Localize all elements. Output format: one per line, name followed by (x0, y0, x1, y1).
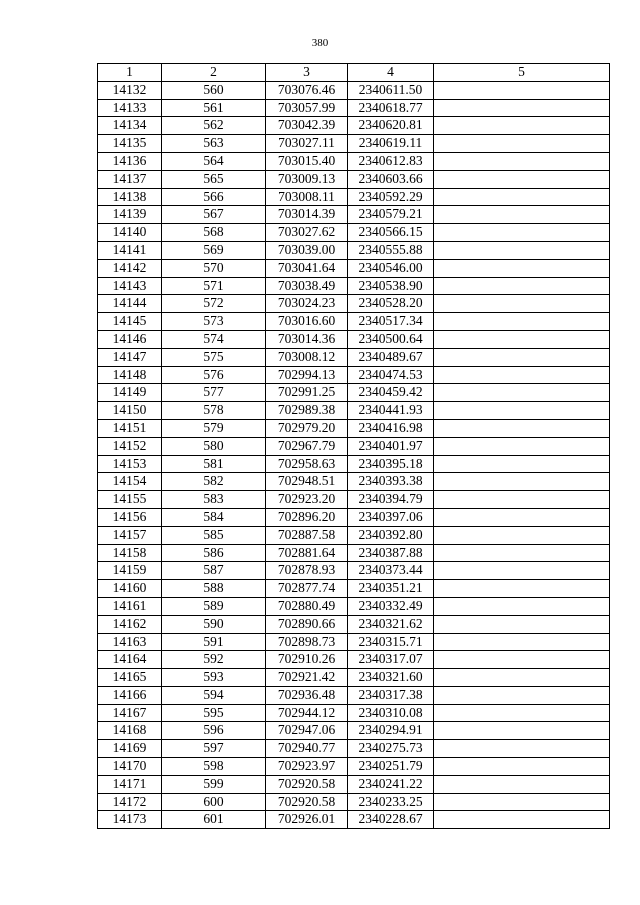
table-cell-point-number: 14160 (98, 580, 162, 598)
table-cell-vertex-number: 561 (162, 99, 266, 117)
table-cell-point-number: 14166 (98, 686, 162, 704)
table-cell-x-coordinate: 702890.66 (266, 615, 348, 633)
table-cell-note (434, 508, 610, 526)
table-cell-y-coordinate: 2340317.07 (348, 651, 434, 669)
table-cell-point-number: 14152 (98, 437, 162, 455)
table-row (98, 455, 610, 473)
table-cell-note (434, 348, 610, 366)
table-cell-x-coordinate: 702877.74 (266, 580, 348, 598)
table-row (98, 348, 610, 366)
table-row (98, 615, 610, 633)
column-header-3: 3 (266, 64, 348, 82)
table-cell-y-coordinate: 2340579.21 (348, 206, 434, 224)
table-cell-y-coordinate: 2340251.79 (348, 758, 434, 776)
table-cell-x-coordinate: 702921.42 (266, 669, 348, 687)
table-cell-y-coordinate: 2340489.67 (348, 348, 434, 366)
table-row (98, 508, 610, 526)
table-cell-x-coordinate: 703027.62 (266, 224, 348, 242)
table-cell-note (434, 580, 610, 598)
table-row (98, 775, 610, 793)
table-cell-note (434, 562, 610, 580)
table-cell-point-number: 14146 (98, 330, 162, 348)
table-cell-vertex-number: 563 (162, 135, 266, 153)
table-cell-x-coordinate: 703076.46 (266, 81, 348, 99)
table-cell-point-number: 14156 (98, 508, 162, 526)
table-cell-point-number: 14170 (98, 758, 162, 776)
table-cell-note (434, 526, 610, 544)
table-row (98, 259, 610, 277)
table-cell-y-coordinate: 2340393.38 (348, 473, 434, 491)
table-row (98, 651, 610, 669)
table-cell-y-coordinate: 2340620.81 (348, 117, 434, 135)
table-cell-vertex-number: 598 (162, 758, 266, 776)
table-row (98, 313, 610, 331)
table-cell-y-coordinate: 2340228.67 (348, 811, 434, 829)
table-cell-note (434, 277, 610, 295)
table-cell-point-number: 14140 (98, 224, 162, 242)
table-row (98, 170, 610, 188)
table-row (98, 99, 610, 117)
table-cell-vertex-number: 581 (162, 455, 266, 473)
table-cell-point-number: 14150 (98, 402, 162, 420)
table-cell-vertex-number: 588 (162, 580, 266, 598)
table-cell-y-coordinate: 2340332.49 (348, 597, 434, 615)
table-cell-note (434, 686, 610, 704)
table-cell-point-number: 14153 (98, 455, 162, 473)
table-cell-point-number: 14137 (98, 170, 162, 188)
table-cell-x-coordinate: 702991.25 (266, 384, 348, 402)
table-cell-x-coordinate: 702947.06 (266, 722, 348, 740)
table-cell-x-coordinate: 703042.39 (266, 117, 348, 135)
table-cell-note (434, 455, 610, 473)
table-cell-x-coordinate: 702979.20 (266, 419, 348, 437)
table-cell-note (434, 811, 610, 829)
table-cell-x-coordinate: 703009.13 (266, 170, 348, 188)
table-cell-y-coordinate: 2340275.73 (348, 740, 434, 758)
table-row (98, 224, 610, 242)
table-row (98, 686, 610, 704)
table-cell-point-number: 14139 (98, 206, 162, 224)
table-cell-y-coordinate: 2340397.06 (348, 508, 434, 526)
column-header-4: 4 (348, 64, 434, 82)
table-row (98, 188, 610, 206)
table-cell-y-coordinate: 2340351.21 (348, 580, 434, 598)
table-cell-y-coordinate: 2340401.97 (348, 437, 434, 455)
table-cell-point-number: 14143 (98, 277, 162, 295)
table-cell-note (434, 295, 610, 313)
table-cell-vertex-number: 601 (162, 811, 266, 829)
column-header-1: 1 (98, 64, 162, 82)
table-row (98, 152, 610, 170)
column-header-2: 2 (162, 64, 266, 82)
table-cell-x-coordinate: 703024.23 (266, 295, 348, 313)
table-cell-note (434, 793, 610, 811)
table-row (98, 669, 610, 687)
table-cell-vertex-number: 569 (162, 241, 266, 259)
table-cell-note (434, 188, 610, 206)
table-cell-point-number: 14141 (98, 241, 162, 259)
page-number: 380 (311, 37, 329, 49)
table-cell-note (434, 651, 610, 669)
table-cell-vertex-number: 572 (162, 295, 266, 313)
table-cell-vertex-number: 582 (162, 473, 266, 491)
table-cell-point-number: 14147 (98, 348, 162, 366)
table-cell-x-coordinate: 702926.01 (266, 811, 348, 829)
table-cell-note (434, 117, 610, 135)
table-cell-y-coordinate: 2340517.34 (348, 313, 434, 331)
table-cell-x-coordinate: 702881.64 (266, 544, 348, 562)
table-cell-y-coordinate: 2340566.15 (348, 224, 434, 242)
table-row (98, 811, 610, 829)
table-cell-y-coordinate: 2340392.80 (348, 526, 434, 544)
table-cell-vertex-number: 593 (162, 669, 266, 687)
table-cell-vertex-number: 560 (162, 81, 266, 99)
table-cell-y-coordinate: 2340603.66 (348, 170, 434, 188)
table-body (98, 81, 610, 828)
table-cell-point-number: 14157 (98, 526, 162, 544)
table-cell-x-coordinate: 702940.77 (266, 740, 348, 758)
table-cell-note (434, 366, 610, 384)
table-cell-note (434, 491, 610, 509)
table-row (98, 81, 610, 99)
table-cell-note (434, 669, 610, 687)
table-cell-note (434, 722, 610, 740)
table-cell-point-number: 14161 (98, 597, 162, 615)
table-cell-x-coordinate: 703014.36 (266, 330, 348, 348)
table-cell-x-coordinate: 702880.49 (266, 597, 348, 615)
table-cell-vertex-number: 592 (162, 651, 266, 669)
table-row (98, 740, 610, 758)
table-cell-note (434, 473, 610, 491)
table-cell-point-number: 14169 (98, 740, 162, 758)
table-cell-vertex-number: 589 (162, 597, 266, 615)
table-cell-x-coordinate: 703016.60 (266, 313, 348, 331)
table-cell-point-number: 14168 (98, 722, 162, 740)
table-cell-note (434, 384, 610, 402)
table-cell-point-number: 14136 (98, 152, 162, 170)
table-cell-point-number: 14167 (98, 704, 162, 722)
table-cell-y-coordinate: 2340592.29 (348, 188, 434, 206)
table-cell-y-coordinate: 2340619.11 (348, 135, 434, 153)
table-cell-vertex-number: 568 (162, 224, 266, 242)
table-row (98, 117, 610, 135)
table-row (98, 580, 610, 598)
table-cell-x-coordinate: 702958.63 (266, 455, 348, 473)
table-cell-y-coordinate: 2340474.53 (348, 366, 434, 384)
table-row (98, 384, 610, 402)
table-cell-point-number: 14154 (98, 473, 162, 491)
table-row (98, 295, 610, 313)
table-cell-note (434, 206, 610, 224)
table-cell-note (434, 704, 610, 722)
table-cell-point-number: 14133 (98, 99, 162, 117)
table-cell-note (434, 81, 610, 99)
table-cell-vertex-number: 585 (162, 526, 266, 544)
table-cell-vertex-number: 583 (162, 491, 266, 509)
table-cell-x-coordinate: 703008.11 (266, 188, 348, 206)
table-row (98, 704, 610, 722)
table-row (98, 597, 610, 615)
table-row (98, 277, 610, 295)
table-cell-note (434, 135, 610, 153)
table-cell-vertex-number: 573 (162, 313, 266, 331)
table-cell-vertex-number: 600 (162, 793, 266, 811)
table-cell-y-coordinate: 2340611.50 (348, 81, 434, 99)
table-cell-x-coordinate: 703038.49 (266, 277, 348, 295)
table-cell-y-coordinate: 2340310.08 (348, 704, 434, 722)
table-cell-x-coordinate: 703039.00 (266, 241, 348, 259)
table-cell-y-coordinate: 2340612.83 (348, 152, 434, 170)
table-cell-y-coordinate: 2340294.91 (348, 722, 434, 740)
table-row (98, 366, 610, 384)
table-cell-x-coordinate: 702944.12 (266, 704, 348, 722)
table-cell-vertex-number: 566 (162, 188, 266, 206)
table-cell-note (434, 224, 610, 242)
table-cell-x-coordinate: 703014.39 (266, 206, 348, 224)
table-cell-note (434, 633, 610, 651)
table-row (98, 562, 610, 580)
table-cell-vertex-number: 586 (162, 544, 266, 562)
table-row (98, 544, 610, 562)
table-row (98, 633, 610, 651)
table-row (98, 419, 610, 437)
table-cell-point-number: 14134 (98, 117, 162, 135)
table-cell-y-coordinate: 2340394.79 (348, 491, 434, 509)
column-header-5: 5 (434, 64, 610, 82)
table-row (98, 473, 610, 491)
table-cell-vertex-number: 571 (162, 277, 266, 295)
table-cell-point-number: 14149 (98, 384, 162, 402)
table-cell-vertex-number: 576 (162, 366, 266, 384)
table-cell-y-coordinate: 2340538.90 (348, 277, 434, 295)
table-cell-y-coordinate: 2340459.42 (348, 384, 434, 402)
table-cell-note (434, 313, 610, 331)
table-cell-note (434, 775, 610, 793)
table-cell-note (434, 170, 610, 188)
table-cell-x-coordinate: 703041.64 (266, 259, 348, 277)
table-cell-vertex-number: 596 (162, 722, 266, 740)
table-row (98, 402, 610, 420)
table-cell-y-coordinate: 2340395.18 (348, 455, 434, 473)
table-cell-x-coordinate: 702898.73 (266, 633, 348, 651)
table-cell-x-coordinate: 702910.26 (266, 651, 348, 669)
table-cell-x-coordinate: 702967.79 (266, 437, 348, 455)
table-cell-note (434, 99, 610, 117)
table-cell-y-coordinate: 2340546.00 (348, 259, 434, 277)
table-cell-x-coordinate: 702948.51 (266, 473, 348, 491)
table-cell-point-number: 14132 (98, 81, 162, 99)
table-cell-point-number: 14158 (98, 544, 162, 562)
table-cell-note (434, 597, 610, 615)
table-cell-x-coordinate: 702994.13 (266, 366, 348, 384)
table-cell-point-number: 14159 (98, 562, 162, 580)
table-cell-x-coordinate: 703008.12 (266, 348, 348, 366)
table-cell-y-coordinate: 2340618.77 (348, 99, 434, 117)
table-cell-x-coordinate: 703015.40 (266, 152, 348, 170)
table-cell-x-coordinate: 702896.20 (266, 508, 348, 526)
table-cell-y-coordinate: 2340233.25 (348, 793, 434, 811)
table-cell-x-coordinate: 702878.93 (266, 562, 348, 580)
table-cell-note (434, 758, 610, 776)
table-cell-vertex-number: 580 (162, 437, 266, 455)
table-cell-x-coordinate: 702920.58 (266, 793, 348, 811)
table-header-row (98, 64, 610, 82)
table-cell-vertex-number: 594 (162, 686, 266, 704)
table-cell-y-coordinate: 2340321.62 (348, 615, 434, 633)
table-cell-note (434, 615, 610, 633)
table-cell-y-coordinate: 2340441.93 (348, 402, 434, 420)
table-cell-vertex-number: 597 (162, 740, 266, 758)
table-cell-y-coordinate: 2340315.71 (348, 633, 434, 651)
table-cell-vertex-number: 562 (162, 117, 266, 135)
table-cell-note (434, 740, 610, 758)
table-cell-point-number: 14162 (98, 615, 162, 633)
table-cell-note (434, 402, 610, 420)
table-row (98, 241, 610, 259)
table-cell-point-number: 14135 (98, 135, 162, 153)
table-cell-vertex-number: 567 (162, 206, 266, 224)
table-cell-point-number: 14172 (98, 793, 162, 811)
table-cell-vertex-number: 599 (162, 775, 266, 793)
table-cell-vertex-number: 574 (162, 330, 266, 348)
table-cell-y-coordinate: 2340555.88 (348, 241, 434, 259)
table-cell-note (434, 259, 610, 277)
table-cell-vertex-number: 577 (162, 384, 266, 402)
table-row (98, 722, 610, 740)
table-cell-x-coordinate: 702920.58 (266, 775, 348, 793)
table-cell-vertex-number: 565 (162, 170, 266, 188)
table-cell-vertex-number: 587 (162, 562, 266, 580)
table-cell-point-number: 14163 (98, 633, 162, 651)
table-cell-vertex-number: 575 (162, 348, 266, 366)
table-cell-point-number: 14155 (98, 491, 162, 509)
table-cell-point-number: 14144 (98, 295, 162, 313)
table-cell-y-coordinate: 2340416.98 (348, 419, 434, 437)
table-row (98, 758, 610, 776)
table-cell-vertex-number: 595 (162, 704, 266, 722)
table-cell-y-coordinate: 2340387.88 (348, 544, 434, 562)
table-cell-point-number: 14148 (98, 366, 162, 384)
table-cell-y-coordinate: 2340500.64 (348, 330, 434, 348)
table-cell-y-coordinate: 2340317.38 (348, 686, 434, 704)
table-row (98, 491, 610, 509)
table-cell-x-coordinate: 702923.97 (266, 758, 348, 776)
table-cell-vertex-number: 590 (162, 615, 266, 633)
table-cell-note (434, 330, 610, 348)
table-cell-point-number: 14142 (98, 259, 162, 277)
table-cell-point-number: 14138 (98, 188, 162, 206)
table-row (98, 437, 610, 455)
table-cell-y-coordinate: 2340528.20 (348, 295, 434, 313)
table-cell-point-number: 14145 (98, 313, 162, 331)
table-cell-vertex-number: 579 (162, 419, 266, 437)
table-cell-note (434, 544, 610, 562)
table-cell-note (434, 437, 610, 455)
table-cell-y-coordinate: 2340373.44 (348, 562, 434, 580)
table-cell-vertex-number: 570 (162, 259, 266, 277)
table-cell-vertex-number: 578 (162, 402, 266, 420)
table-cell-note (434, 152, 610, 170)
table-cell-x-coordinate: 702887.58 (266, 526, 348, 544)
table-row (98, 526, 610, 544)
table-row (98, 206, 610, 224)
table-cell-point-number: 14164 (98, 651, 162, 669)
table-cell-vertex-number: 591 (162, 633, 266, 651)
table-cell-x-coordinate: 702936.48 (266, 686, 348, 704)
table-cell-vertex-number: 584 (162, 508, 266, 526)
table-row (98, 793, 610, 811)
table-cell-point-number: 14151 (98, 419, 162, 437)
table-cell-x-coordinate: 703027.11 (266, 135, 348, 153)
coordinates-table (97, 63, 610, 829)
table-cell-y-coordinate: 2340241.22 (348, 775, 434, 793)
table-cell-note (434, 419, 610, 437)
table-cell-note (434, 241, 610, 259)
table-cell-x-coordinate: 702989.38 (266, 402, 348, 420)
table-row (98, 135, 610, 153)
table-cell-point-number: 14165 (98, 669, 162, 687)
table-row (98, 330, 610, 348)
table-cell-point-number: 14171 (98, 775, 162, 793)
table-cell-vertex-number: 564 (162, 152, 266, 170)
table-cell-y-coordinate: 2340321.60 (348, 669, 434, 687)
table-cell-x-coordinate: 702923.20 (266, 491, 348, 509)
table-cell-point-number: 14173 (98, 811, 162, 829)
table-cell-x-coordinate: 703057.99 (266, 99, 348, 117)
